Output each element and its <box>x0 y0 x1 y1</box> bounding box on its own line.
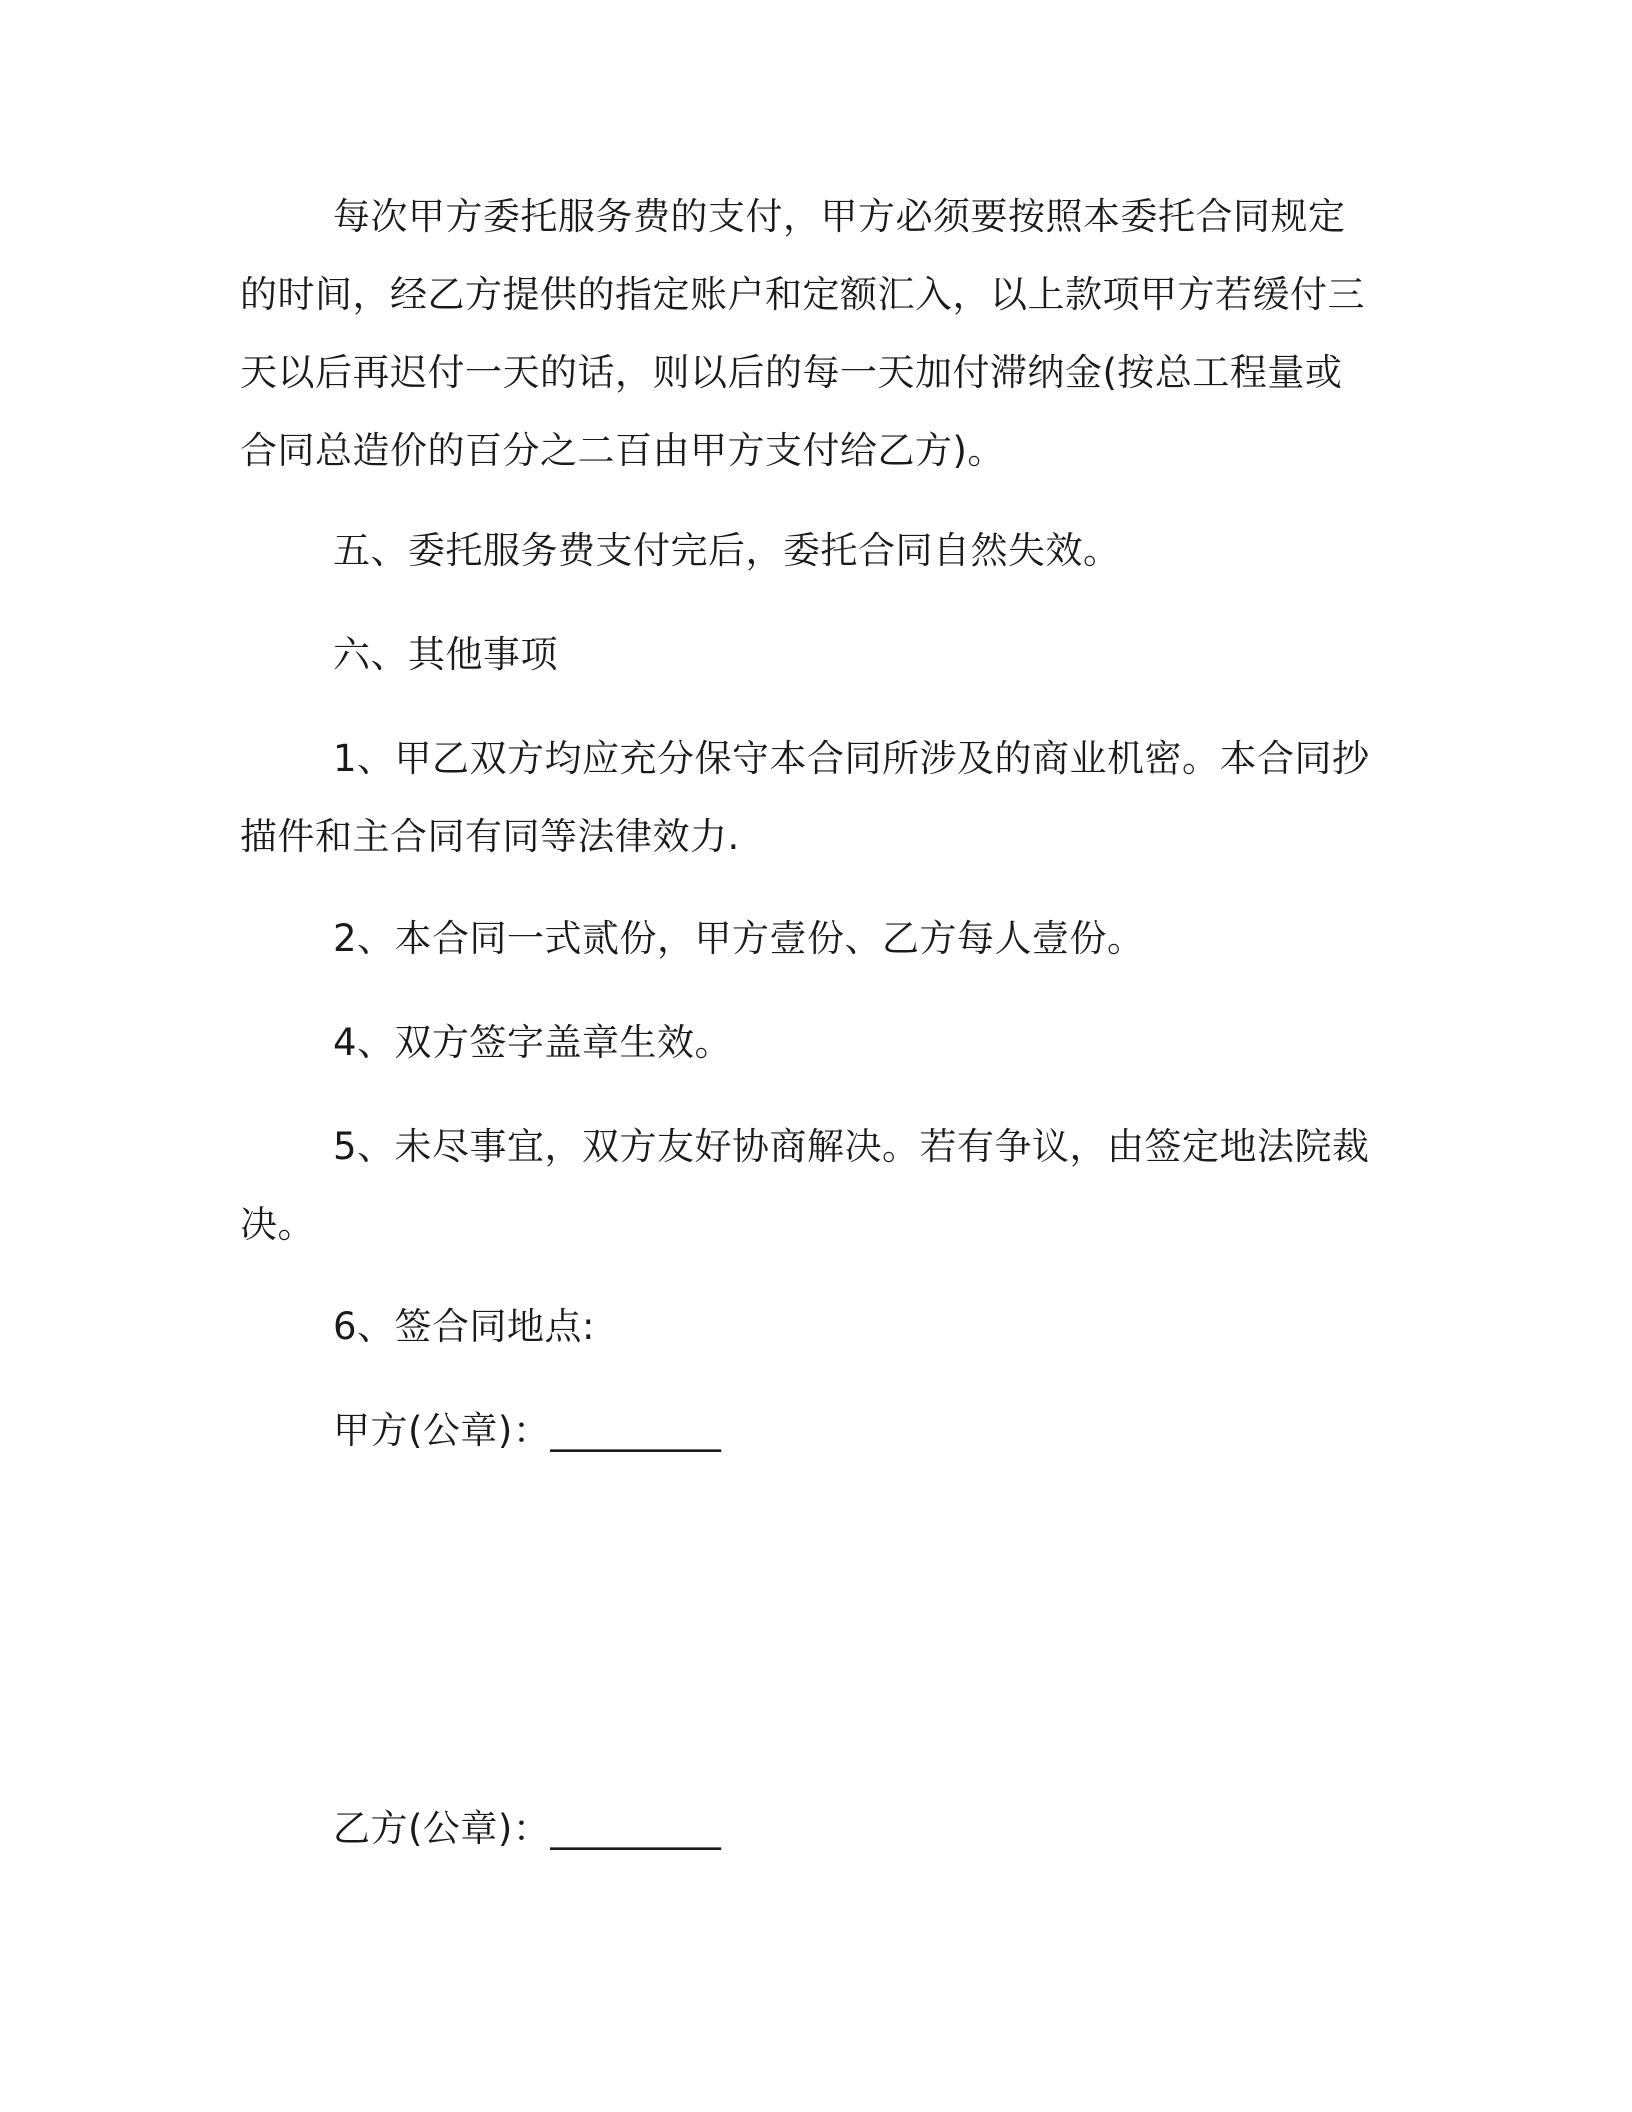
payment-paragraph: 每次甲方委托服务费的支付，甲方必须要按照本委托合同规定的时间，经乙方提供的指定账户和定额汇入，以上款项甲方若缓付三天以后再迟付一天的话，则以后的每一天加付滞纳金(按总工程量或合同总造价的百分之二百由甲方支付给乙方)。 <box>240 195 1365 472</box>
item-6-paragraph: 6、签合同地点: <box>333 1305 596 1348</box>
party-b-signature-line: 乙方(公章)：_________ <box>333 1807 722 1850</box>
item-4-paragraph: 4、双方签字盖章生效。 <box>333 1021 733 1064</box>
section-5-paragraph: 五、委托服务费支付完后，委托合同自然失效。 <box>333 529 1121 572</box>
item-5-paragraph: 5、未尽事宜，双方友好协商解决。若有争议，由签定地法院裁决。 <box>240 1125 1370 1246</box>
item-1-paragraph: 1、甲乙双方均应充分保守本合同所涉及的商业机密。本合同抄描件和主合同有同等法律效力. <box>240 737 1370 858</box>
party-a-signature-line: 甲方(公章)：_________ <box>333 1409 722 1452</box>
item-2-paragraph: 2、本合同一式贰份，甲方壹份、乙方每人壹份。 <box>333 917 1145 960</box>
section-6-title: 六、其他事项 <box>333 633 558 676</box>
